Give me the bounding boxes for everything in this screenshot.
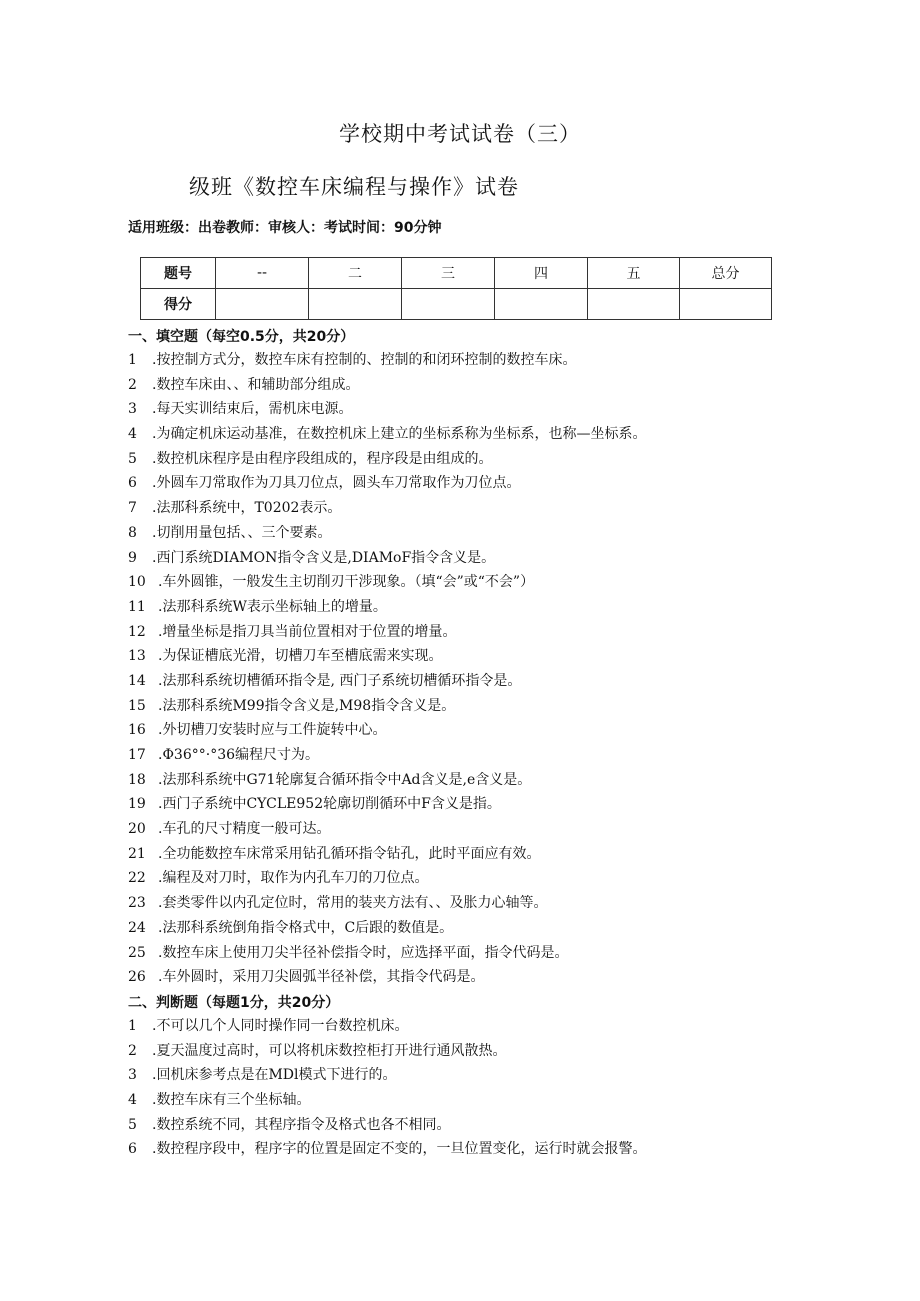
- question-item: [128, 546, 828, 571]
- question-item: [128, 1063, 828, 1088]
- question-item: [128, 669, 828, 694]
- score-header-cell: 题号: [141, 258, 216, 289]
- score-cell: [495, 289, 588, 320]
- question-item: [128, 1039, 828, 1064]
- score-row-label: 得分: [141, 289, 216, 320]
- question-item: [128, 965, 828, 990]
- question-number: 10: [128, 574, 146, 591]
- question-number: 26: [128, 969, 146, 986]
- question-text: .按控制方式分，数控车床有控制的、控制的和闭环控制的数控车床。: [152, 352, 577, 368]
- question-text: .为确定机床运动基准，在数控机床上建立的坐标系称为坐标系，也称—坐标系。: [152, 426, 647, 443]
- question-item: [128, 570, 828, 595]
- score-header-cell: 四: [495, 258, 588, 289]
- question-number: 3: [128, 1067, 137, 1084]
- question-text: .法那科系统中G71轮廓复合循环指令中Ad含义是,e含义是。: [158, 771, 532, 788]
- question-number: 13: [128, 648, 146, 665]
- question-text: .外圆车刀常取作为刀具刀位点，圆头车刀常取作为刀位点。: [152, 475, 521, 492]
- question-number: 18: [128, 771, 146, 788]
- question-number: 8: [128, 524, 137, 541]
- question-item: [128, 817, 828, 842]
- question-text: .法那科系统切槽循环指令是, 西门子系统切槽循环指令是。: [158, 672, 522, 689]
- question-number: 11: [128, 598, 146, 615]
- question-text: .夏天温度过高时，可以将机床数控柜打开进行通风散热。: [152, 1042, 507, 1059]
- question-item: [128, 471, 828, 496]
- question-number: 6: [128, 475, 137, 492]
- question-item: [128, 718, 828, 743]
- question-item: [128, 916, 828, 941]
- question-text: .每天实训结束后，需机床电源。: [152, 401, 353, 418]
- question-text: .西门子系统中CYCLE952轮廓切削循环中F含义是指。: [158, 796, 501, 813]
- question-item: [128, 620, 828, 645]
- page-title: 学校期中考试试卷（三）: [339, 122, 581, 146]
- question-item: [128, 1014, 828, 1039]
- question-number: 14: [128, 672, 146, 689]
- question-number: 9: [128, 549, 137, 566]
- score-cell: [680, 289, 772, 320]
- question-number: 4: [128, 1092, 137, 1109]
- question-number: 4: [128, 426, 137, 443]
- question-item: [128, 891, 828, 916]
- question-item: [128, 792, 828, 817]
- exam-subtitle: 级班《数控车床编程与操作》试卷: [189, 175, 519, 199]
- question-text: .套类零件以内孔定位时，常用的装夹方法有、、及胀力心轴等。: [158, 895, 548, 912]
- score-cell: [588, 289, 680, 320]
- question-item: [128, 447, 828, 472]
- question-item: [128, 496, 828, 521]
- question-text: .Φ36°°·°36编程尺寸为。: [158, 747, 320, 763]
- question-text: .车外圆锥，一般发生主切削刃干涉现象。（填“会”或“不会”）: [158, 574, 535, 591]
- score-header-cell: 三: [402, 258, 495, 289]
- question-text: .外切槽刀安装时应与工件旋转中心。: [158, 722, 387, 739]
- true-false-question-list: [128, 1014, 828, 1162]
- question-text: .法那科系统中，T0202表示。: [152, 500, 342, 517]
- question-item: [128, 1137, 828, 1162]
- score-cell: [402, 289, 495, 320]
- question-text: .为保证槽底光滑，切槽刀车至槽底需来实现。: [158, 648, 443, 665]
- exam-meta-line: 适用班级：出卷教师：审核人：考试时间：90分钟: [128, 220, 442, 236]
- question-number: 7: [128, 500, 137, 517]
- question-item: [128, 348, 828, 373]
- question-text: .法那科系统W表示坐标轴上的增量。: [158, 598, 387, 615]
- question-text: .数控车床上使用刀尖半径补偿指令时，应选择平面，指令代码是。: [158, 944, 569, 961]
- fill-in-question-list: [128, 348, 828, 990]
- question-text: .数控车床有三个坐标轴。: [152, 1092, 311, 1109]
- question-item: [128, 1113, 828, 1138]
- question-item: [128, 1088, 828, 1113]
- question-text: .车孔的尺寸精度一般可达。: [158, 821, 331, 838]
- score-cell: [216, 289, 309, 320]
- question-item: [128, 768, 828, 793]
- question-item: [128, 397, 828, 422]
- question-number: 16: [128, 722, 146, 739]
- question-text: .数控程序段中，程序字的位置是固定不变的，一旦位置变化，运行时就会报警。: [152, 1141, 647, 1158]
- question-number: 5: [128, 1116, 137, 1133]
- question-item: [128, 941, 828, 966]
- section-heading-fill-in: 一、填空题（每空0.5分，共20分）: [128, 329, 355, 345]
- question-text: .数控车床由、、和辅助部分组成。: [152, 376, 360, 393]
- question-text: .法那科系统倒角指令格式中，C后跟的数值是。: [158, 919, 454, 936]
- question-text: .西门系统DIAMON指令含义是,DIAMoF指令含义是。: [152, 549, 496, 566]
- question-number: 24: [128, 919, 146, 936]
- question-text: .增量坐标是指刀具当前位置相对于位置的增量。: [158, 623, 457, 640]
- question-item: [128, 644, 828, 669]
- question-text: .切削用量包括、、三个要素。: [152, 524, 332, 541]
- score-table-score-row: [141, 289, 772, 320]
- question-text: .数控机床程序是由程序段组成的，程序段是由组成的。: [152, 450, 493, 467]
- question-item: [128, 694, 828, 719]
- section-heading-true-false: 二、判断题（每题1分，共20分）: [128, 995, 340, 1011]
- score-header-cell: 五: [588, 258, 680, 289]
- question-item: [128, 373, 828, 398]
- question-number: 1: [128, 1018, 137, 1034]
- question-item: [128, 595, 828, 620]
- question-number: 2: [128, 376, 137, 393]
- question-number: 3: [128, 401, 137, 418]
- question-item: [128, 521, 828, 546]
- question-text: .编程及对刀时，取作为内孔车刀的刀位点。: [158, 870, 429, 887]
- score-header-cell: 总分: [680, 258, 772, 289]
- question-number: 17: [128, 747, 146, 763]
- score-cell: [309, 289, 402, 320]
- question-text: .法那科系统M99指令含义是,M98指令含义是。: [158, 697, 456, 714]
- question-number: 22: [128, 870, 146, 887]
- question-number: 19: [128, 796, 146, 813]
- score-header-cell: --: [216, 258, 309, 289]
- question-text: .数控系统不同，其程序指令及格式也各不相同。: [152, 1116, 451, 1133]
- question-number: 20: [128, 821, 146, 838]
- question-number: 2: [128, 1042, 137, 1059]
- question-text: .全功能数控车床常采用钻孔循环指令钻孔，此时平面应有效。: [158, 845, 541, 862]
- score-header-cell: 二: [309, 258, 402, 289]
- question-item: [128, 422, 828, 447]
- question-number: 1: [128, 352, 137, 368]
- question-text: .车外圆时，采用刀尖圆弧半径补偿，其指令代码是。: [158, 969, 485, 986]
- question-item: [128, 866, 828, 891]
- question-number: 5: [128, 450, 137, 467]
- question-number: 15: [128, 697, 146, 714]
- question-item: [128, 743, 828, 768]
- question-text: .回机床参考点是在MDl模式下进行的。: [152, 1067, 397, 1084]
- question-number: 23: [128, 895, 146, 912]
- question-number: 21: [128, 845, 146, 862]
- score-table: [140, 257, 772, 320]
- question-number: 6: [128, 1141, 137, 1158]
- question-number: 25: [128, 944, 146, 961]
- question-text: .不可以几个人同时操作同一台数控机床。: [152, 1018, 409, 1034]
- question-number: 12: [128, 623, 146, 640]
- question-item: [128, 842, 828, 867]
- score-table-header-row: [141, 258, 772, 289]
